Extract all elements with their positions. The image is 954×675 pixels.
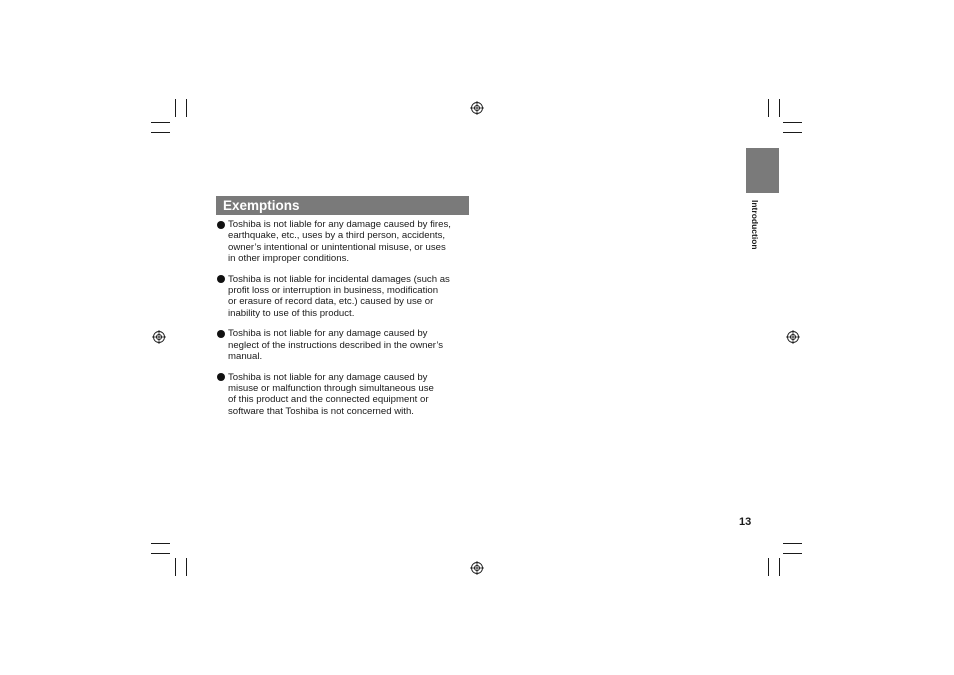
crop-mark-icon — [151, 543, 170, 544]
filled-circle-icon — [217, 221, 225, 229]
crop-mark-icon — [768, 99, 769, 117]
registration-target-icon — [786, 330, 800, 344]
list-item-line: Toshiba is not liable for incidental damages (such as — [228, 273, 450, 285]
crop-mark-icon — [186, 99, 187, 117]
crop-mark-icon — [779, 99, 780, 117]
registration-target-icon — [470, 101, 484, 115]
list-item-line: Toshiba is not liable for any damage caused by fires, — [228, 219, 451, 230]
list-item-line: software that Toshiba is not concerned with. — [228, 405, 414, 417]
crop-mark-icon — [783, 122, 802, 123]
list-item-line: Toshiba is not liable for any damage caused by — [228, 371, 428, 383]
crop-mark-icon — [175, 99, 176, 117]
list-item-line: inability to use of this product. — [228, 307, 355, 319]
list-item-line: in other improper conditions. — [228, 252, 350, 264]
list-item-line: of this product and the connected equipment or — [228, 394, 429, 406]
chapter-label — [751, 200, 763, 260]
crop-mark-icon — [783, 553, 802, 554]
filled-circle-icon — [217, 330, 225, 338]
crop-mark-icon — [783, 132, 802, 133]
section-title: Exemptions — [223, 198, 300, 213]
page-number: 13 — [739, 516, 752, 528]
list-item — [216, 372, 472, 417]
chapter-label-text: Introduction — [750, 200, 760, 250]
registration-target-icon — [152, 330, 166, 344]
crop-mark-icon — [175, 558, 176, 576]
list-item-line: earthquake, etc., uses by a third person, accidents, — [228, 230, 446, 242]
list-item-line: owner’s intentional or unintentional misuse, or uses — [228, 241, 446, 253]
filled-circle-icon — [217, 275, 225, 283]
exemptions-list — [216, 219, 472, 417]
crop-mark-icon — [783, 543, 802, 544]
chapter-tab — [746, 148, 779, 193]
list-item-line: Toshiba is not liable for any damage caused by — [228, 328, 428, 340]
list-item — [216, 328, 472, 362]
crop-mark-icon — [779, 558, 780, 576]
list-item-line: misuse or malfunction through simultaneous use — [228, 383, 434, 395]
registration-target-icon — [470, 561, 484, 575]
list-item — [216, 274, 472, 319]
list-item-line: or erasure of record data, etc.) caused by use or — [228, 296, 434, 308]
crop-mark-icon — [151, 122, 170, 123]
list-item-line: manual. — [228, 350, 263, 362]
list-item-line: neglect of the instructions described in the owner’s — [228, 339, 444, 351]
crop-mark-icon — [186, 558, 187, 576]
crop-mark-icon — [151, 132, 170, 133]
section-header — [216, 196, 469, 215]
filled-circle-icon — [217, 373, 225, 381]
crop-mark-icon — [768, 558, 769, 576]
crop-mark-icon — [151, 553, 170, 554]
list-item — [216, 219, 472, 264]
list-item-line: profit loss or interruption in business, modification — [228, 284, 439, 296]
